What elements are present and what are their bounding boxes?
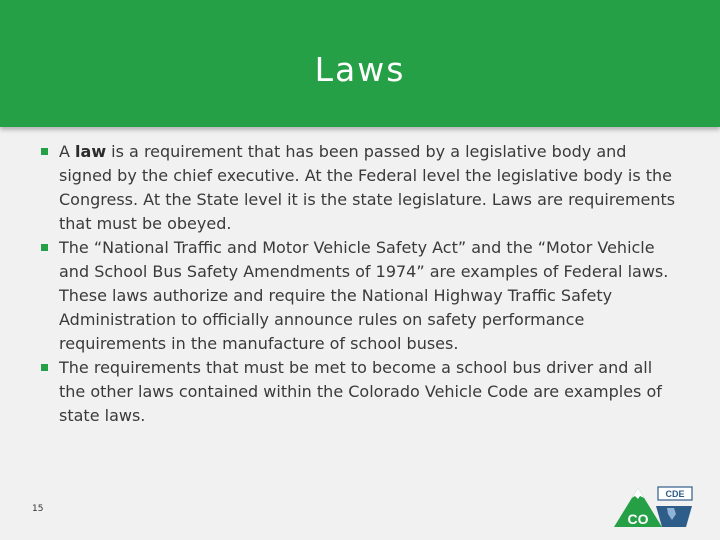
bullet-marker-icon	[41, 364, 48, 371]
bullet-list	[41, 140, 681, 428]
bold-term-law: law	[75, 142, 107, 161]
bullet-marker-icon	[41, 148, 48, 155]
title-bar	[0, 0, 720, 127]
colorado-cde-logo-icon	[612, 484, 694, 529]
svg-text:CDE: CDE	[665, 489, 685, 499]
bullet-item-law-definition: A law is a requirement that has been passed by a legislative body and signed by the chief executive. At the Federal level the legislative body is the Congress. At the State level it is the state legislature. Laws are requirements that must be obeyed.	[41, 140, 681, 236]
svg-text:CO: CO	[627, 511, 649, 527]
bullet-item-federal-laws: The “National Traffic and Motor Vehicle Safety Act” and the “Motor Vehicle and School Bus Safety Amendments of 1974” are examples of Federal laws. These laws authorize and require the National Highway Traffic Safety Administration to officially announce rules on safety performance requirements in the manufacture of school buses.	[41, 236, 681, 356]
bullet-item-state-laws: The requirements that must be met to become a school bus driver and all the other laws contained within the Colorado Vehicle Code are examples of state laws.	[41, 356, 681, 428]
page-number: 15	[32, 504, 44, 514]
slide-title: Laws	[314, 50, 406, 89]
bullet-marker-icon	[41, 244, 48, 251]
